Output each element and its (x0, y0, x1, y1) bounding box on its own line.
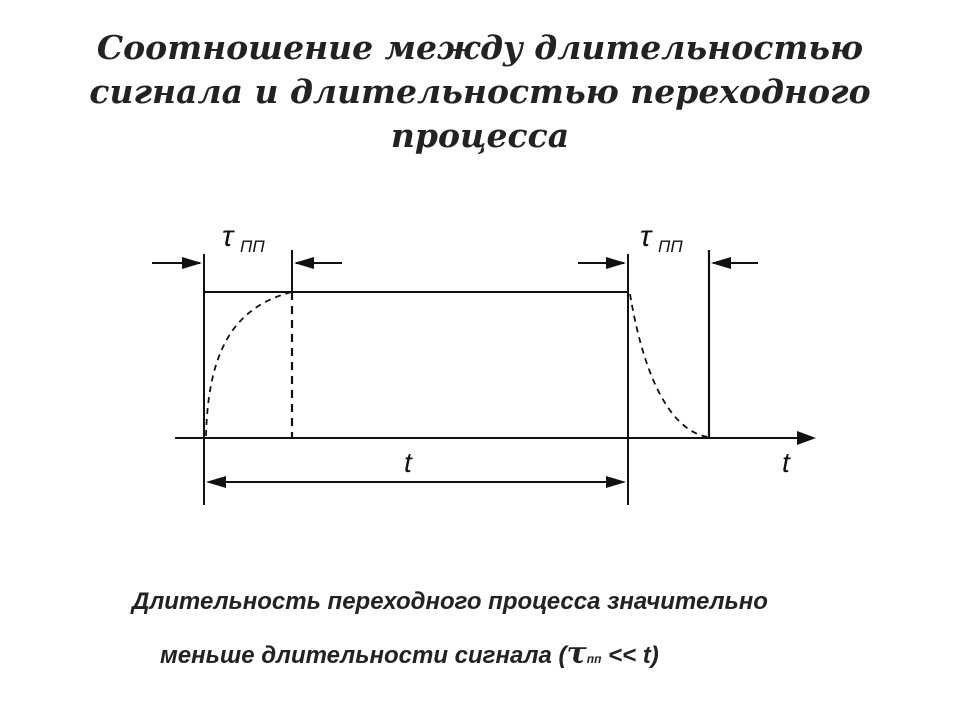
caption-tau-symbol: τ (566, 636, 587, 671)
duration-arrowhead-left (206, 476, 226, 488)
tau-left-symbol: τ (222, 220, 234, 253)
tau-right-arrowhead-out (711, 257, 731, 269)
caption-line-1: Длительность переходного процесса значительно (132, 588, 768, 615)
tau-left-arrowhead-in (182, 257, 202, 269)
fall-transient-curve (630, 294, 708, 437)
axis-label: t (782, 447, 790, 478)
title-line-2: сигнала и длительностью переходного (89, 72, 871, 111)
caption-line-2 (160, 636, 960, 671)
tau-right-subscript: ПП (658, 237, 683, 256)
time-axis-arrowhead (797, 431, 816, 445)
duration-label: t (404, 447, 412, 478)
tau-right-arrowhead-in (606, 257, 626, 269)
caption-line-2-suffix: << t) (601, 642, 659, 669)
tau-right-symbol: τ (640, 220, 652, 253)
tau-left-subscript: ПП (240, 237, 265, 256)
title-line-1: Соотношение между длительностью (96, 28, 864, 67)
title-line-3: процесса (390, 116, 570, 155)
tau-left-arrowhead-out (294, 257, 314, 269)
duration-arrowhead-right (606, 476, 626, 488)
rise-transient-curve (206, 292, 292, 436)
caption-line-2-prefix: меньше длительности сигнала ( (160, 642, 567, 669)
caption-tau-subscript: пп (586, 652, 602, 666)
